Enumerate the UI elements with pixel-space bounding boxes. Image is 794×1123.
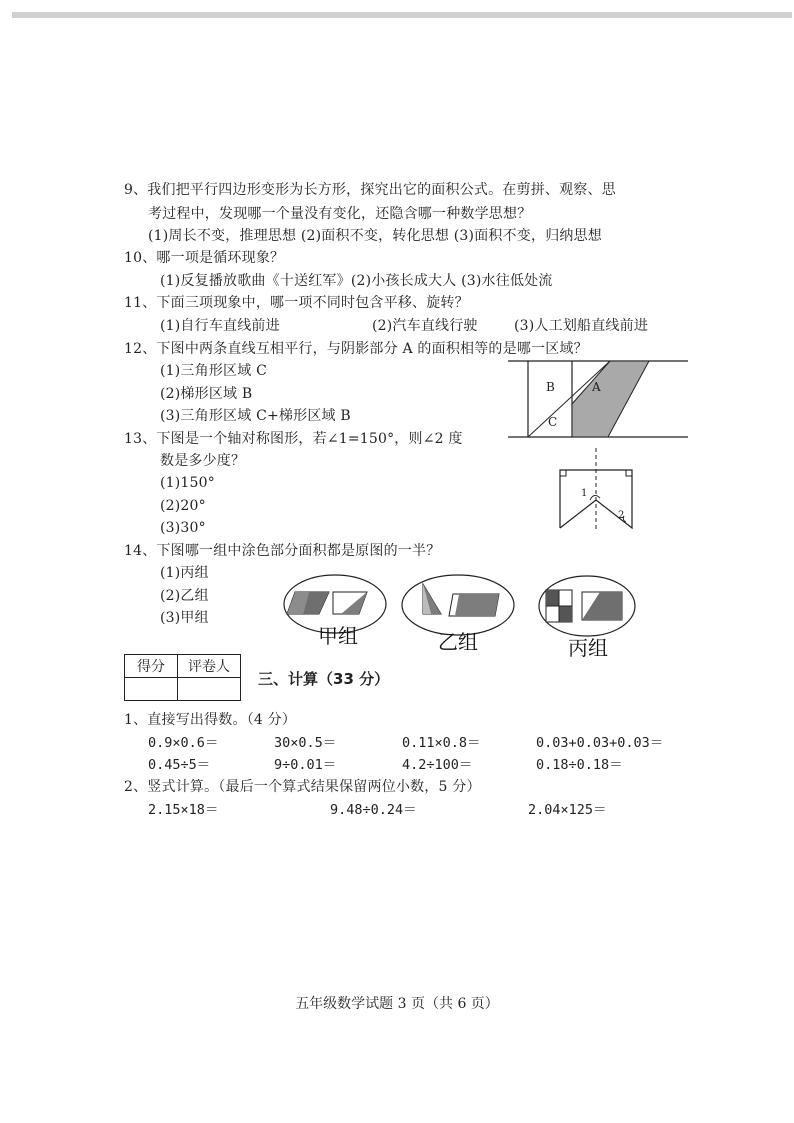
- q14-option-3: (3)甲组: [160, 610, 209, 626]
- group-bing-figure: [538, 574, 636, 638]
- q14-option-1: (1)丙组: [160, 565, 209, 581]
- q11-stem: 11、下面三项现象中，哪一项不同时包含平移、旋转？: [124, 295, 469, 311]
- q11-option-3: (3)人工划船直线前进: [514, 318, 649, 334]
- group-bing-caption: 丙组: [568, 636, 608, 660]
- q9-options: (1)周长不变，推理思想 (2)面积不变，转化思想 (3)面积不变，归纳思想: [148, 228, 602, 244]
- calc1-row2-item4: 0.18÷0.18＝: [536, 757, 623, 773]
- calc1-row2-item1: 0.45÷5＝: [148, 757, 211, 773]
- calc1-row1-item3: 0.11×0.8＝: [402, 735, 481, 751]
- symmetric-figure: [548, 448, 638, 532]
- calc2-item2: 9.48÷0.24＝: [330, 802, 417, 818]
- shaded-region-a: [572, 361, 649, 437]
- q11-option-1: (1)自行车直线前进: [160, 318, 280, 334]
- calc1-stem: 1、直接写出得数。（4 分）: [124, 712, 297, 728]
- group-jia-caption: 甲组: [318, 624, 358, 648]
- q12-option-2: (2)梯形区域 B: [160, 386, 253, 402]
- q12-option-3: (3)三角形区域 C+梯形区域 B: [160, 408, 351, 424]
- calc1-row1-item4: 0.03+0.03+0.03＝: [536, 735, 664, 751]
- region-label-b: B: [546, 380, 555, 394]
- q13-option-3: (3)30°: [160, 520, 206, 536]
- region-label-a: A: [592, 380, 601, 394]
- q14-stem: 14、下图哪一组中涂色部分面积都是原图的一半？: [124, 543, 441, 559]
- q12-stem: 12、下图中两条直线互相平行，与阴影部分 A 的面积相等的是哪一区域？: [124, 341, 588, 357]
- q9-line1: 9、我们把平行四边形变形为长方形，探究出它的面积公式。在剪拼、观察、思: [124, 182, 616, 198]
- q10-options: (1)反复播放歌曲《十送红军》(2)小孩长成大人 (3)水往低处流: [160, 273, 553, 289]
- q12-option-1: (1)三角形区域 C: [160, 363, 267, 379]
- calc1-row1-item2: 30×0.5＝: [274, 735, 337, 751]
- angle-label-1: 1: [581, 488, 588, 499]
- parallel-lines-figure: [508, 360, 688, 440]
- section3-title: 三、计算（33 分）: [258, 670, 390, 688]
- q14-option-2: (2)乙组: [160, 588, 209, 604]
- score-table: [124, 654, 241, 701]
- q13-option-2: (2)20°: [160, 498, 206, 514]
- top-gray-bar: [12, 12, 792, 18]
- calc1-row2-item3: 4.2÷100＝: [402, 757, 473, 773]
- group-yi-caption: 乙组: [438, 630, 478, 654]
- calc2-item3: 2.04×125＝: [528, 802, 607, 818]
- calc2-stem: 2、竖式计算。（最后一个算式结果保留两位小数，5 分）: [124, 779, 481, 795]
- q13-line1: 13、下图是一个轴对称图形，若∠1=150°，则∠2 度: [124, 431, 463, 447]
- angle-label-2: 2: [618, 510, 625, 521]
- region-label-c: C: [548, 415, 558, 429]
- calc1-row2-item2: 9÷0.01＝: [274, 757, 337, 773]
- page-footer: 五年级数学试题 3 页（共 6 页）: [295, 996, 499, 1012]
- q13-option-1: (1)150°: [160, 475, 215, 491]
- calc2-item1: 2.15×18＝: [148, 802, 219, 818]
- grader-header: 评卷人: [178, 655, 241, 678]
- q10-stem: 10、哪一项是循环现象？: [124, 250, 285, 266]
- score-header: 得分: [125, 655, 178, 678]
- score-cell[interactable]: [125, 678, 178, 701]
- q11-option-2: (2)汽车直线行驶: [372, 318, 478, 334]
- calc1-row1-item1: 0.9×0.6＝: [148, 735, 219, 751]
- q9-line2: 考过程中，发现哪一个量没有变化，还隐含哪一种数学思想？: [148, 206, 532, 222]
- grader-cell[interactable]: [178, 678, 241, 701]
- q13-line2: 数是多少度？: [160, 453, 246, 469]
